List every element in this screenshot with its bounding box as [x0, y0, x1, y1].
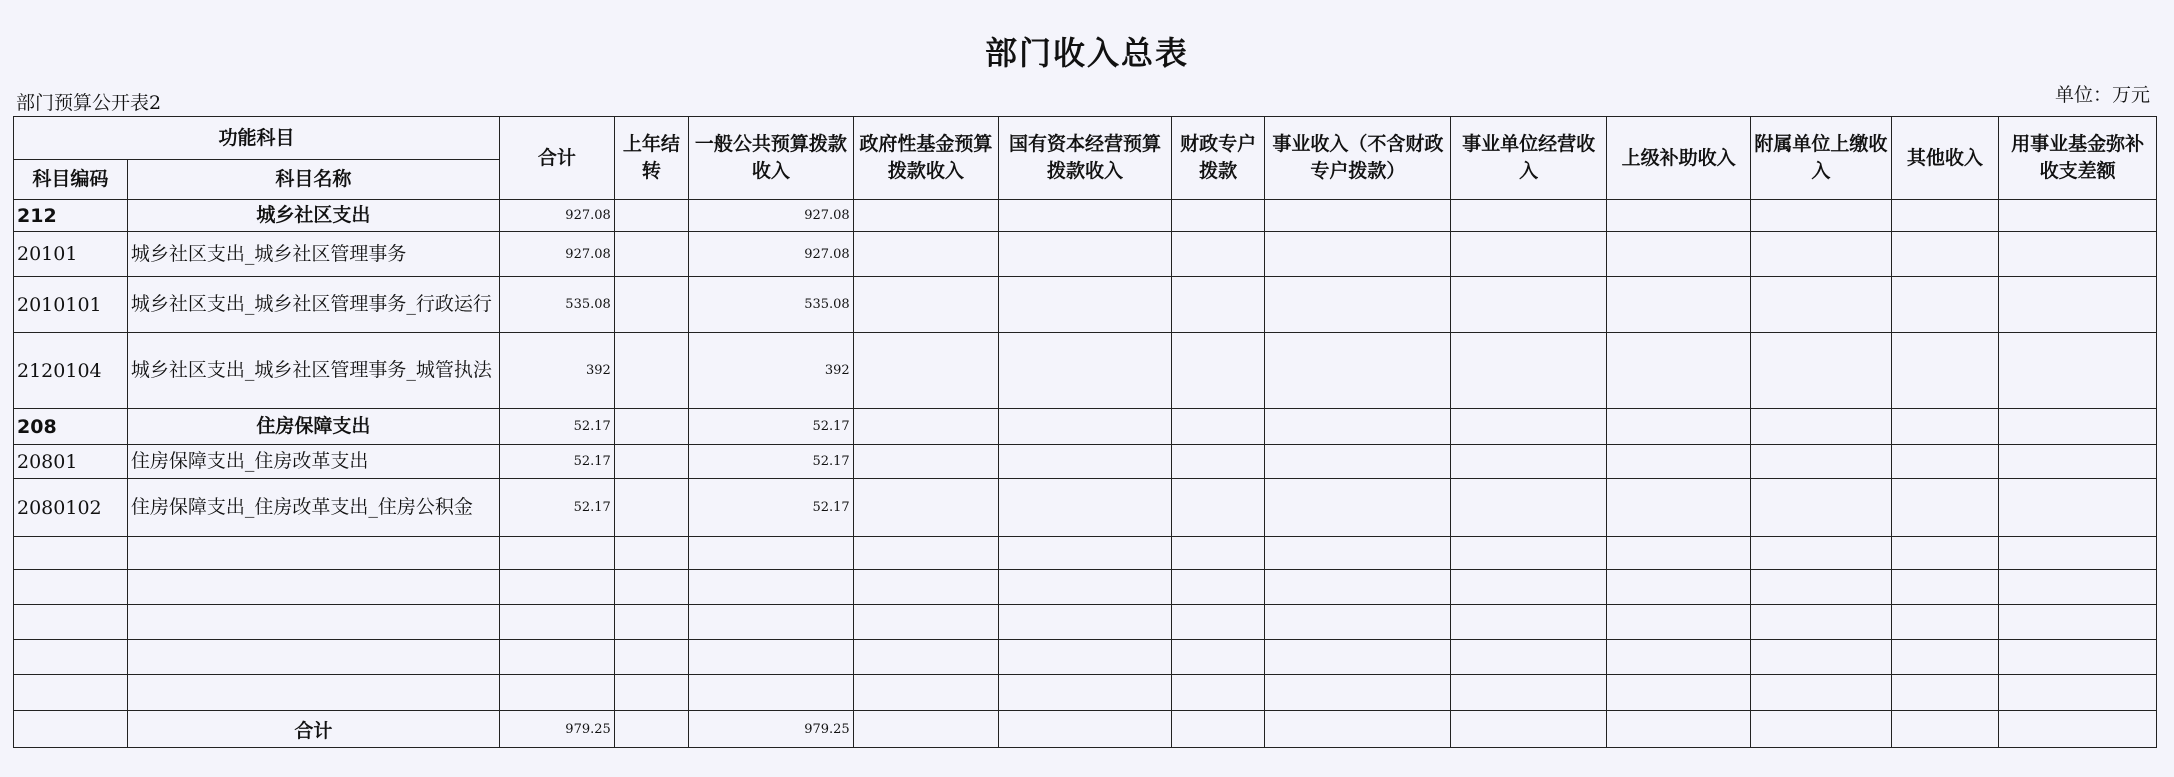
subject-name: 城乡社区支出_城乡社区管理事务_行政运行: [127, 277, 499, 333]
subject-name: 住房保障支出: [127, 409, 499, 445]
total-value: 52.17: [499, 409, 614, 445]
total-value: 52.17: [499, 479, 614, 537]
table-row-empty: [14, 640, 2157, 675]
income-summary-table: [13, 116, 2157, 748]
table-row: [14, 232, 2157, 277]
general-budget-value: 52.17: [689, 479, 854, 537]
total-row-label: 合计: [127, 711, 499, 748]
subject-code: 212: [14, 200, 128, 232]
header-function-subject: 功能科目: [14, 117, 500, 160]
table-row-empty: [14, 537, 2157, 570]
table-row: [14, 200, 2157, 232]
general-budget-value: 52.17: [689, 409, 854, 445]
grand-total-value: 979.25: [499, 711, 614, 748]
total-value: 927.08: [499, 232, 614, 277]
general-budget-value: 392: [689, 333, 854, 409]
page-title: 部门收入总表: [984, 34, 1189, 72]
header-institution-income: 事业收入（不含财政专户拨款）: [1265, 117, 1451, 200]
header-institution-operating: 事业单位经营收入: [1451, 117, 1607, 200]
general-budget-value: 535.08: [689, 277, 854, 333]
general-budget-value: 927.08: [689, 232, 854, 277]
table-row: [14, 333, 2157, 409]
header-fund-offset: 用事业基金弥补收支差额: [1999, 117, 2157, 200]
subject-name: 住房保障支出_住房改革支出_住房公积金: [127, 479, 499, 537]
subject-name: 城乡社区支出_城乡社区管理事务: [127, 232, 499, 277]
table-row: [14, 445, 2157, 479]
grand-general-budget-value: 979.25: [689, 711, 854, 748]
table-row: [14, 479, 2157, 537]
total-row: [14, 711, 2157, 748]
header-name: 科目名称: [127, 160, 499, 200]
subject-code: 2080102: [14, 479, 128, 537]
subject-code: 2010101: [14, 277, 128, 333]
header-other-income: 其他收入: [1891, 117, 1999, 200]
total-value: 392: [499, 333, 614, 409]
subject-code: 2120104: [14, 333, 128, 409]
subject-code: 208: [14, 409, 128, 445]
form-id: 部门预算公开表2: [16, 92, 162, 114]
total-value: 52.17: [499, 445, 614, 479]
header-code: 科目编码: [14, 160, 128, 200]
header-superior-subsidy: 上级补助收入: [1606, 117, 1750, 200]
total-value: 535.08: [499, 277, 614, 333]
general-budget-value: 927.08: [689, 200, 854, 232]
subject-code: 20101: [14, 232, 128, 277]
subject-code: 20801: [14, 445, 128, 479]
header-carryover: 上年结转: [614, 117, 688, 200]
header-affiliated-payment: 附属单位上缴收入: [1751, 117, 1891, 200]
header-total: 合计: [499, 117, 614, 200]
header-general-budget: 一般公共预算拨款收入: [689, 117, 854, 200]
header-fiscal-special: 财政专户拨款: [1171, 117, 1265, 200]
table-row-empty: [14, 605, 2157, 640]
table-row: [14, 277, 2157, 333]
general-budget-value: 52.17: [689, 445, 854, 479]
header-gov-fund: 政府性基金预算拨款收入: [853, 117, 998, 200]
subject-name: 住房保障支出_住房改革支出: [127, 445, 499, 479]
unit-label: 单位：万元: [2054, 84, 2150, 106]
subject-name: 城乡社区支出_城乡社区管理事务_城管执法: [127, 333, 499, 409]
table-row: [14, 409, 2157, 445]
subject-name: 城乡社区支出: [127, 200, 499, 232]
table-row-empty: [14, 570, 2157, 605]
header-state-capital: 国有资本经营预算拨款收入: [999, 117, 1172, 200]
table-row-empty: [14, 675, 2157, 711]
total-value: 927.08: [499, 200, 614, 232]
